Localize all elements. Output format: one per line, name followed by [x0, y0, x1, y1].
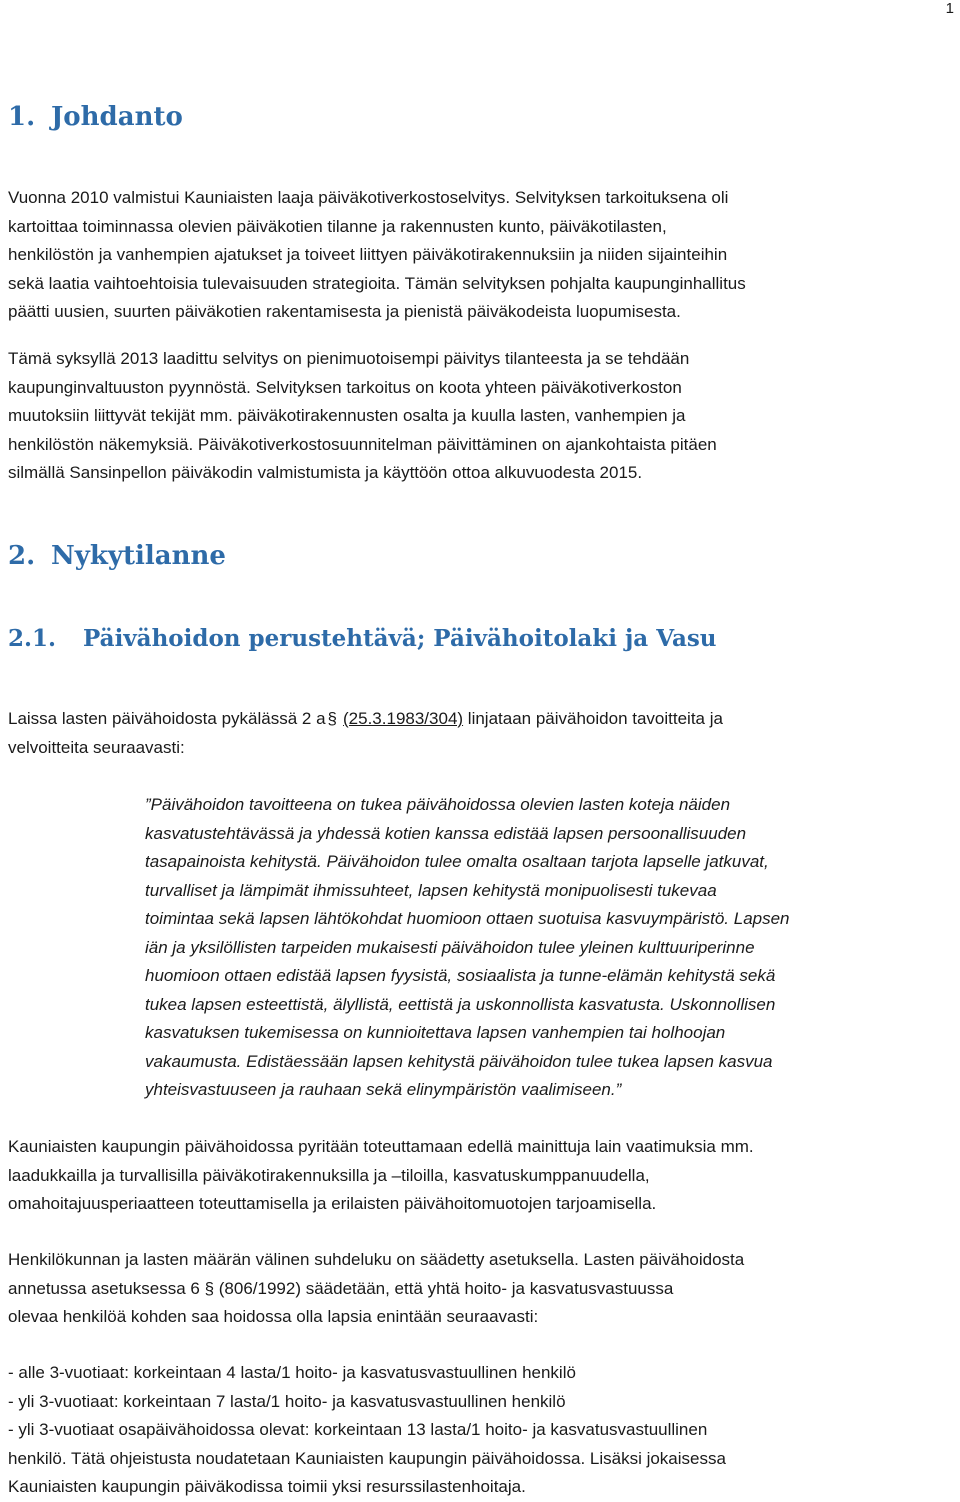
heading-title: Johdanto — [51, 102, 183, 132]
text-line: päätti uusien, suurten päiväkotien rakentamisesta ja pienistä päiväkodeista luopumisesta. — [8, 302, 681, 321]
quote-line: kasvatustehtävässä ja yhdessä kotien kanssa edistää lapsen persoonallisuuden — [145, 823, 747, 843]
text-line: omahoitajuusperiaatteen toteuttamisella ja erilaisten päivähoitomuotojen tarjoamisella. — [8, 1194, 657, 1213]
list-item: - yli 3-vuotiaat osapäivähoidossa olevat: korkeintaan 13 lasta/1 hoito- ja kasvatusvastuullinen — [8, 1420, 708, 1439]
page-number: 1 — [945, 0, 954, 17]
quote-line: vakaumusta. Edistäessään lapsen kehitystä päivähoidon tulee tukea lapsen kasvua — [145, 1051, 773, 1071]
quote-line: tasapainoista kehitystä. Päivähoidon tulee omalta osaltaan tarjota lapselle jatkuvat, — [145, 852, 769, 871]
quote-line: turvalliset ja lämpimät ihmissuhteet, lapsen kehitystä monipuolisesti tukevaa — [145, 880, 717, 900]
text-line: laadukkailla ja turvallisilla päiväkotirakennuksilla ja –tiloilla, kasvatuskumppanuudella, — [8, 1165, 650, 1185]
implementation-paragraph — [8, 1133, 956, 1219]
heading-number: 2. — [8, 541, 36, 571]
quote-line: huomioon ottaen edistää lapsen fyysistä, sosiaalista ja tunne-elämän kehitystä sekä — [145, 966, 776, 985]
text-line: muutoksiin liittyvät tekijät mm. päiväkotirakennusten osalta ja kuulla lasten, vanhempien ja — [8, 406, 686, 425]
text-line: velvoitteita seuraavasti: — [8, 737, 185, 757]
ratio-list — [8, 1359, 956, 1502]
law-reference-link[interactable]: (25.3.1983/304) — [343, 709, 464, 728]
list-item: - alle 3-vuotiaat: korkeintaan 4 lasta/1 hoito- ja kasvatusvastuullinen henkilö — [8, 1363, 576, 1382]
text-line: kaupunginvaltuuston pyynnöstä. Selvityksen tarkoitus on koota yhteen päiväkotiverkoston — [8, 377, 682, 397]
quote-line: tukea lapsen esteettistä, älyllistä, eettistä ja uskonnollista kasvatusta. Uskonnollisen — [145, 994, 776, 1014]
quote-line: yhteisvastuuseen ja rauhaan sekä elinympäristön vaalimiseen.” — [145, 1080, 622, 1099]
text-line: Vuonna 2010 valmistui Kauniaisten laaja päiväkotiverkostoselvitys. Selvityksen tarkoituksena oli — [8, 188, 729, 207]
law-intro-text-after: linjataan päivähoidon tavoitteita ja — [463, 709, 723, 728]
quote-line: toimintaa sekä lapsen lähtökohdat huomioon ottaen suotuisa kasvuympäristö. Lapsen — [145, 909, 790, 928]
quote-line: iän ja yksilöllisten tarpeiden mukaisesti päivähoidon tulee yleinen kulttuuriperinne — [145, 937, 755, 957]
text-line — [8, 705, 956, 734]
text-line: henkilöstön ja vanhempien ajatukset ja toiveet liittyen päiväkotirakennuksiin ja niiden sijainteihin — [8, 245, 728, 264]
list-item: - yli 3-vuotiaat: korkeintaan 7 lasta/1 hoito- ja kasvatusvastuullinen henkilö — [8, 1391, 566, 1411]
law-intro-paragraph — [8, 705, 956, 762]
text-line: kartoittaa toiminnassa olevien päiväkotien tilanne ja rakennusten kunto, päiväkotilasten, — [8, 216, 667, 236]
law-quote — [145, 791, 957, 1105]
text-line: annetussa asetuksessa 6 § (806/1992) säädetään, että yhtä hoito- ja kasvatusvastuussa — [8, 1278, 674, 1298]
heading-nykytilanne — [8, 540, 226, 572]
text-line: olevaa henkilöä kohden saa hoidossa olla lapsia enintään seuraavasti: — [8, 1307, 539, 1326]
heading-number: 1. — [8, 102, 36, 132]
heading-johdanto — [8, 101, 183, 133]
text-line: Kauniaisten kaupungin päivähoidossa pyritään toteuttamaan edellä mainittuja lain vaatimuksia mm. — [8, 1137, 754, 1156]
quote-line: ”Päivähoidon tavoitteena on tukea päivähoidossa olevien lasten koteja näiden — [145, 795, 731, 814]
text-line: Henkilökunnan ja lasten määrän välinen suhdeluku on säädetty asetuksella. Lasten päivähoidosta — [8, 1250, 745, 1269]
quote-line: kasvatuksen tukemisessa on kunnioitettava lapsen vanhempien tai holhoojan — [145, 1023, 726, 1042]
text-line: sekä laatia vaihtoehtoisia tulevaisuuden strategioita. Tämän selvityksen pohjalta kaupunginhallitus — [8, 273, 746, 293]
intro-paragraph — [8, 184, 956, 327]
heading-title: Nykytilanne — [51, 541, 226, 571]
text-line: henkilöstön näkemyksiä. Päiväkotiverkostosuunnitelman päivittäminen on ajankohtaista pitäen — [8, 434, 717, 454]
text-line: silmällä Sansinpellon päiväkodin valmistumista ja käyttöön ottoa alkuvuodesta 2015. — [8, 463, 643, 482]
update-paragraph — [8, 345, 956, 488]
heading-number: 2.1. — [8, 625, 57, 652]
paragraph-sign-icon: § — [327, 709, 338, 728]
list-item: Kauniaisten kaupungin päiväkodissa toimii yksi resurssilastenhoitaja. — [8, 1477, 526, 1496]
law-intro-text: Laissa lasten päivähoidosta pykälässä 2 a — [8, 709, 326, 728]
list-item: henkilö. Tätä ohjeistusta noudatetaan Kauniaisten kaupungin päivähoidossa. Lisäksi jokaisessa — [8, 1448, 726, 1468]
heading-paivahoidon-perustehtava — [8, 624, 717, 654]
heading-title: Päivähoidon perustehtävä; Päivähoitolaki ja Vasu — [83, 625, 717, 652]
staffing-ratio-paragraph — [8, 1246, 956, 1332]
text-line: Tämä syksyllä 2013 laadittu selvitys on pienimuotoisempi päivitys tilanteesta ja se tehdään — [8, 349, 690, 368]
